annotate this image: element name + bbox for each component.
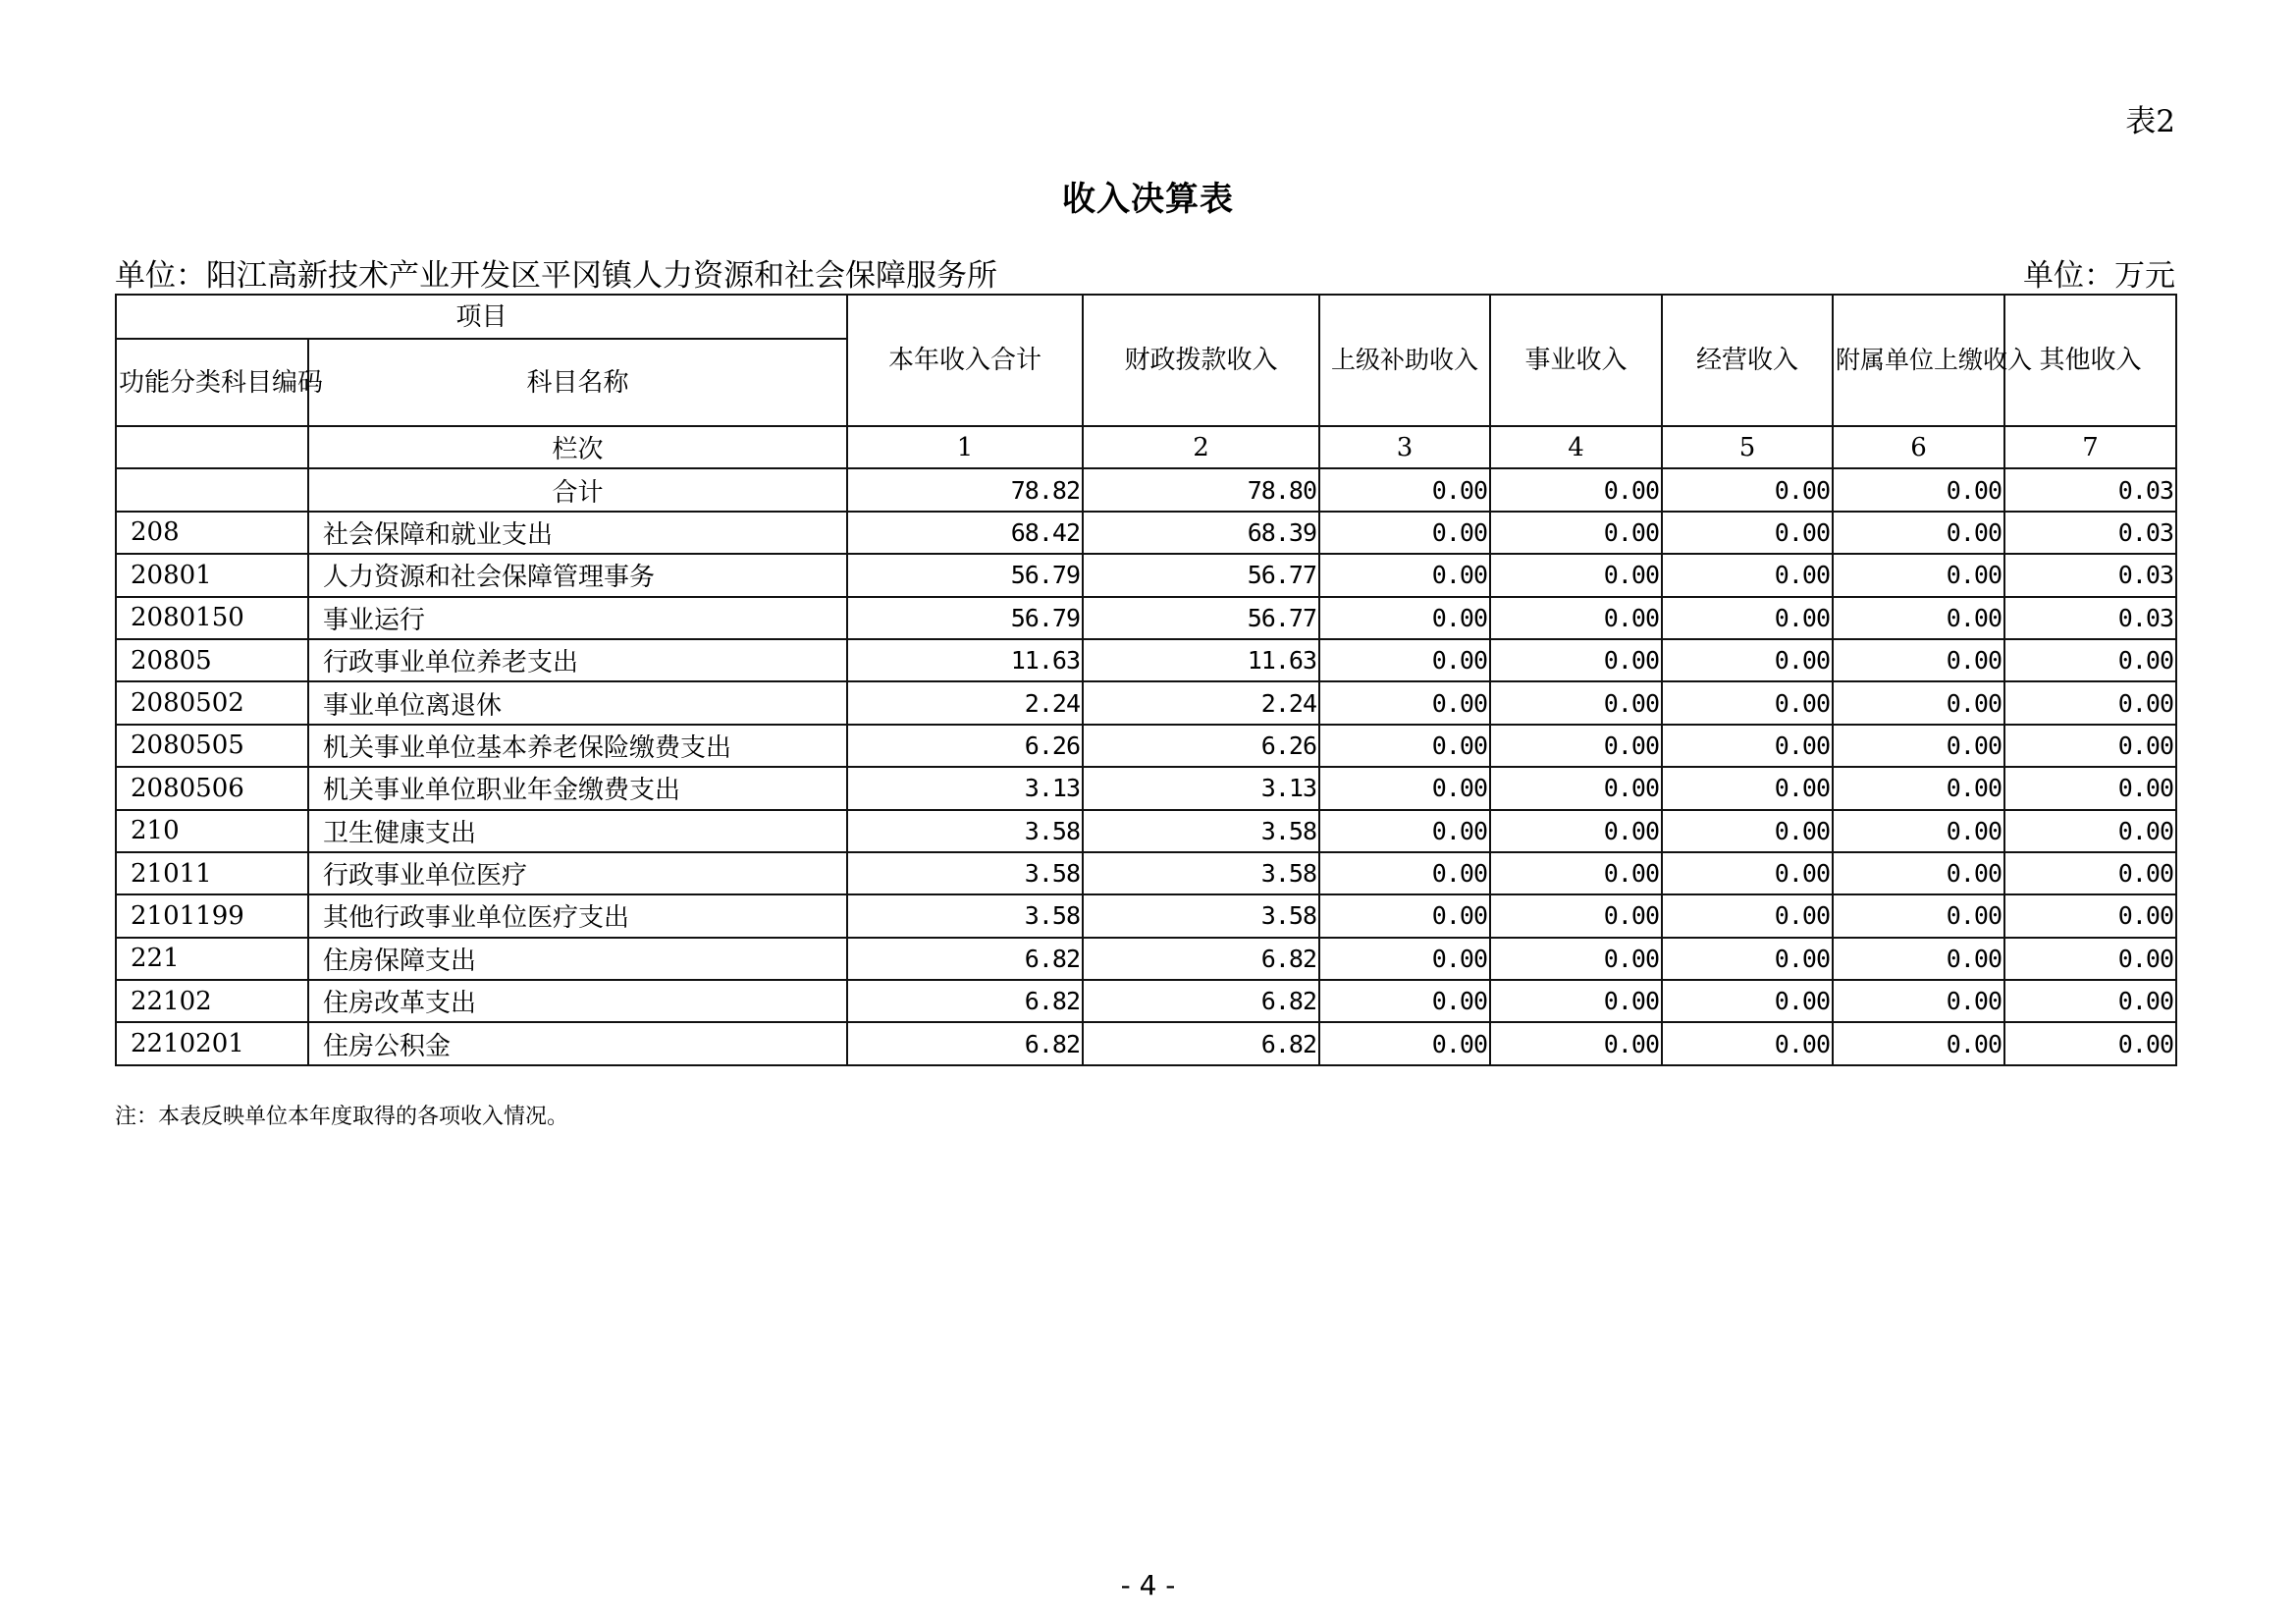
amount-cell: 0.00 xyxy=(1662,554,1833,596)
table-row xyxy=(116,938,2176,980)
table-row xyxy=(116,554,2176,596)
total-value: 0.00 xyxy=(1319,468,1490,511)
amount-cell: 0.00 xyxy=(1662,810,1833,852)
table-row xyxy=(116,1022,2176,1064)
subject-name: 行政事业单位养老支出 xyxy=(308,639,847,681)
table-row xyxy=(116,639,2176,681)
subject-code: 208 xyxy=(116,512,308,554)
subject-code: 2101199 xyxy=(116,894,308,937)
amount-cell: 0.00 xyxy=(1662,725,1833,767)
amount-cell: 0.00 xyxy=(1662,512,1833,554)
amount-cell: 0.00 xyxy=(1319,894,1490,937)
amount-cell: 0.00 xyxy=(1319,639,1490,681)
amount-cell: 0.00 xyxy=(1490,980,1662,1022)
amount-cell: 56.77 xyxy=(1083,554,1319,596)
amount-cell: 0.00 xyxy=(1662,1022,1833,1064)
total-value: 78.80 xyxy=(1083,468,1319,511)
amount-cell: 0.00 xyxy=(1833,681,2004,724)
amount-cell: 0.03 xyxy=(2004,512,2176,554)
subject-name: 事业运行 xyxy=(308,597,847,639)
amount-cell: 0.00 xyxy=(2004,810,2176,852)
table-number-label: 表2 xyxy=(2125,104,2175,139)
subject-code: 2210201 xyxy=(116,1022,308,1064)
amount-cell: 6.26 xyxy=(847,725,1083,767)
amount-cell: 0.00 xyxy=(2004,681,2176,724)
amount-cell: 0.00 xyxy=(1490,681,1662,724)
amount-cell: 2.24 xyxy=(847,681,1083,724)
amount-cell: 6.82 xyxy=(847,938,1083,980)
index-number: 2 xyxy=(1083,426,1319,468)
amount-cell: 0.00 xyxy=(1833,938,2004,980)
index-row xyxy=(116,426,2176,468)
total-value: 78.82 xyxy=(847,468,1083,511)
header-project: 项目 xyxy=(116,295,847,339)
header-col-5: 经营收入 xyxy=(1662,295,1833,426)
amount-cell: 0.00 xyxy=(1833,597,2004,639)
amount-cell: 0.03 xyxy=(2004,597,2176,639)
total-value: 0.00 xyxy=(1833,468,2004,511)
subject-name: 住房保障支出 xyxy=(308,938,847,980)
header-col-4: 事业收入 xyxy=(1490,295,1662,426)
amount-cell: 0.00 xyxy=(1319,1022,1490,1064)
index-code-cell xyxy=(116,426,308,468)
subject-code: 2080506 xyxy=(116,767,308,809)
amount-cell: 0.00 xyxy=(1490,1022,1662,1064)
amount-cell: 0.00 xyxy=(2004,980,2176,1022)
amount-cell: 0.00 xyxy=(1833,810,2004,852)
amount-cell: 3.13 xyxy=(847,767,1083,809)
amount-cell: 3.58 xyxy=(847,810,1083,852)
amount-cell: 0.00 xyxy=(1490,597,1662,639)
table-row xyxy=(116,894,2176,937)
header-col-1: 本年收入合计 xyxy=(847,295,1083,426)
index-number: 5 xyxy=(1662,426,1833,468)
amount-cell: 0.00 xyxy=(1662,767,1833,809)
amount-cell: 0.00 xyxy=(2004,639,2176,681)
subject-code: 20805 xyxy=(116,639,308,681)
header-col-3: 上级补助收入 xyxy=(1319,295,1490,426)
amount-cell: 0.00 xyxy=(1490,767,1662,809)
amount-cell: 0.00 xyxy=(2004,894,2176,937)
footnote: 注：本表反映单位本年度取得的各项收入情况。 xyxy=(115,1105,569,1129)
amount-cell: 0.00 xyxy=(1662,980,1833,1022)
index-number: 3 xyxy=(1319,426,1490,468)
data-rows xyxy=(116,512,2176,1065)
amount-cell: 0.00 xyxy=(2004,938,2176,980)
total-value: 0.00 xyxy=(1662,468,1833,511)
reporting-unit-label: 单位：阳江高新技术产业开发区平冈镇人力资源和社会保障服务所 xyxy=(115,258,997,294)
subject-name: 社会保障和就业支出 xyxy=(308,512,847,554)
amount-cell: 0.00 xyxy=(1319,852,1490,894)
subject-name: 行政事业单位医疗 xyxy=(308,852,847,894)
amount-cell: 0.00 xyxy=(1319,938,1490,980)
amount-cell: 0.00 xyxy=(2004,1022,2176,1064)
income-final-accounts-table xyxy=(115,294,2177,1066)
amount-cell: 0.00 xyxy=(2004,725,2176,767)
amount-cell: 0.03 xyxy=(2004,554,2176,596)
total-code xyxy=(116,468,308,511)
amount-cell: 0.00 xyxy=(1319,767,1490,809)
amount-cell: 11.63 xyxy=(847,639,1083,681)
table-row xyxy=(116,725,2176,767)
amount-cell: 6.26 xyxy=(1083,725,1319,767)
amount-cell: 0.00 xyxy=(1662,938,1833,980)
amount-cell: 56.77 xyxy=(1083,597,1319,639)
amount-cell: 3.13 xyxy=(1083,767,1319,809)
amount-cell: 0.00 xyxy=(1833,725,2004,767)
amount-cell: 0.00 xyxy=(2004,852,2176,894)
subject-name: 人力资源和社会保障管理事务 xyxy=(308,554,847,596)
subject-name: 机关事业单位职业年金缴费支出 xyxy=(308,767,847,809)
table-row xyxy=(116,597,2176,639)
amount-cell: 0.00 xyxy=(1490,810,1662,852)
amount-cell: 0.00 xyxy=(1662,639,1833,681)
table-row xyxy=(116,852,2176,894)
page-number: - 4 - xyxy=(1120,1569,1176,1601)
table-row xyxy=(116,980,2176,1022)
index-number: 7 xyxy=(2004,426,2176,468)
amount-cell: 0.00 xyxy=(1662,681,1833,724)
amount-cell: 0.00 xyxy=(1490,938,1662,980)
subject-code: 20801 xyxy=(116,554,308,596)
amount-cell: 0.00 xyxy=(1490,852,1662,894)
index-number: 1 xyxy=(847,426,1083,468)
amount-cell: 0.00 xyxy=(1662,894,1833,937)
amount-cell: 0.00 xyxy=(1319,980,1490,1022)
amount-cell: 0.00 xyxy=(1490,894,1662,937)
subject-name: 机关事业单位基本养老保险缴费支出 xyxy=(308,725,847,767)
amount-cell: 0.00 xyxy=(1662,852,1833,894)
amount-cell: 68.42 xyxy=(847,512,1083,554)
header-col-2: 财政拨款收入 xyxy=(1083,295,1319,426)
index-number: 4 xyxy=(1490,426,1662,468)
amount-cell: 11.63 xyxy=(1083,639,1319,681)
subject-code: 221 xyxy=(116,938,308,980)
amount-cell: 0.00 xyxy=(1833,894,2004,937)
amount-cell: 56.79 xyxy=(847,554,1083,596)
total-value: 0.03 xyxy=(2004,468,2176,511)
subject-code: 22102 xyxy=(116,980,308,1022)
subject-code: 210 xyxy=(116,810,308,852)
index-number: 6 xyxy=(1833,426,2004,468)
header-col-7: 其他收入 xyxy=(2004,295,2176,426)
header-code: 功能分类科目编码 xyxy=(116,339,308,426)
amount-cell: 6.82 xyxy=(847,1022,1083,1064)
table-row xyxy=(116,767,2176,809)
amount-cell: 0.00 xyxy=(1319,512,1490,554)
amount-cell: 0.00 xyxy=(1490,554,1662,596)
total-row xyxy=(116,468,2176,511)
amount-cell: 0.00 xyxy=(2004,767,2176,809)
subject-code: 2080502 xyxy=(116,681,308,724)
amount-cell: 6.82 xyxy=(1083,938,1319,980)
amount-cell: 0.00 xyxy=(1833,852,2004,894)
amount-cell: 0.00 xyxy=(1833,980,2004,1022)
subject-name: 其他行政事业单位医疗支出 xyxy=(308,894,847,937)
amount-cell: 0.00 xyxy=(1319,725,1490,767)
table-row xyxy=(116,681,2176,724)
amount-cell: 3.58 xyxy=(1083,894,1319,937)
amount-cell: 0.00 xyxy=(1319,810,1490,852)
amount-cell: 6.82 xyxy=(847,980,1083,1022)
subject-name: 住房改革支出 xyxy=(308,980,847,1022)
subject-code: 21011 xyxy=(116,852,308,894)
amount-cell: 6.82 xyxy=(1083,980,1319,1022)
table-row xyxy=(116,512,2176,554)
amount-cell: 0.00 xyxy=(1833,639,2004,681)
amount-cell: 0.00 xyxy=(1662,597,1833,639)
amount-cell: 0.00 xyxy=(1490,639,1662,681)
header-col-6: 附属单位上缴收入 xyxy=(1833,295,2004,426)
subject-name: 事业单位离退休 xyxy=(308,681,847,724)
amount-cell: 0.00 xyxy=(1319,597,1490,639)
amount-cell: 0.00 xyxy=(1833,554,2004,596)
amount-cell: 0.00 xyxy=(1319,681,1490,724)
amount-cell: 3.58 xyxy=(1083,852,1319,894)
page-title: 收入决算表 xyxy=(1062,180,1234,219)
amount-cell: 3.58 xyxy=(1083,810,1319,852)
table-row xyxy=(116,810,2176,852)
amount-cell: 3.58 xyxy=(847,852,1083,894)
subject-name: 住房公积金 xyxy=(308,1022,847,1064)
amount-cell: 0.00 xyxy=(1490,512,1662,554)
total-label: 合计 xyxy=(308,468,847,511)
amount-cell: 0.00 xyxy=(1833,1022,2004,1064)
subject-name: 卫生健康支出 xyxy=(308,810,847,852)
amount-cell: 56.79 xyxy=(847,597,1083,639)
subject-code: 2080505 xyxy=(116,725,308,767)
amount-cell: 0.00 xyxy=(1490,725,1662,767)
index-label: 栏次 xyxy=(308,426,847,468)
amount-cell: 6.82 xyxy=(1083,1022,1319,1064)
amount-cell: 68.39 xyxy=(1083,512,1319,554)
amount-cell: 0.00 xyxy=(1319,554,1490,596)
amount-cell: 3.58 xyxy=(847,894,1083,937)
subject-code: 2080150 xyxy=(116,597,308,639)
total-value: 0.00 xyxy=(1490,468,1662,511)
amount-cell: 2.24 xyxy=(1083,681,1319,724)
currency-unit-label: 单位：万元 xyxy=(2023,258,2175,294)
header-name: 科目名称 xyxy=(308,339,847,426)
amount-cell: 0.00 xyxy=(1833,512,2004,554)
amount-cell: 0.00 xyxy=(1833,767,2004,809)
